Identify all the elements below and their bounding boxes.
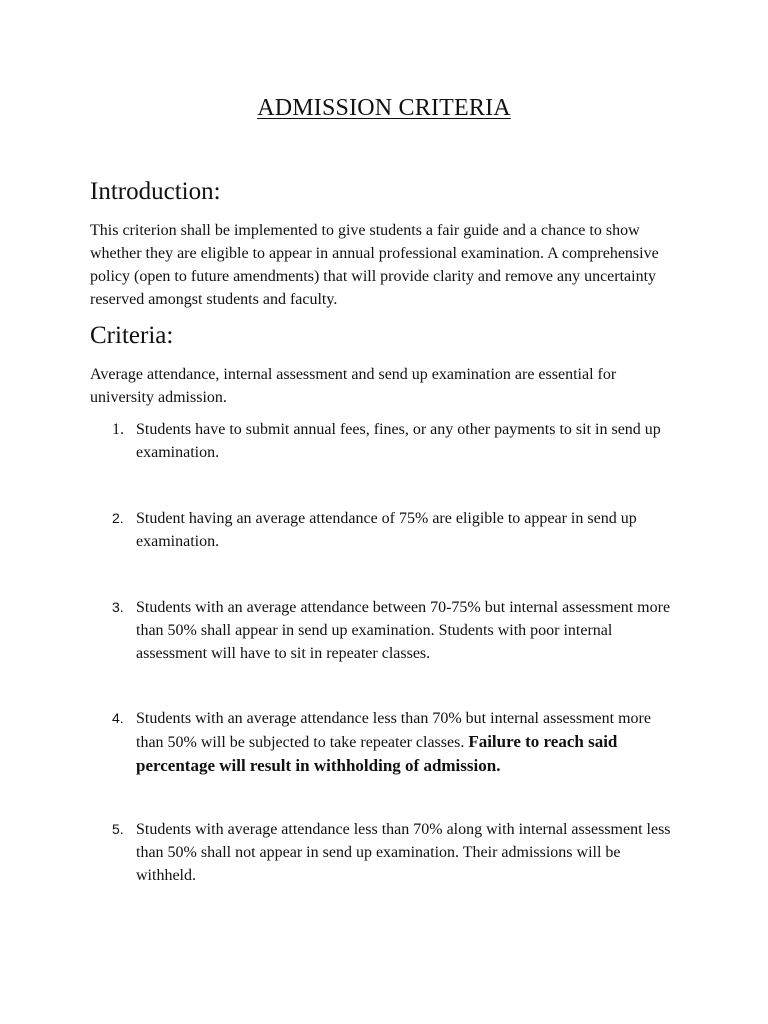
document-title: ADMISSION CRITERIA: [257, 95, 511, 121]
list-item-text: Students with an average attendance between 70-75% but internal assessment more than 50% shall appear in send up examination. Students with poor internal assessment will have to sit in repeater classes.: [136, 599, 671, 662]
introduction-heading: Introduction:: [90, 178, 221, 205]
list-item-text: Student having an average attendance of 75% are eligible to appear in send up examination.: [136, 510, 637, 550]
criteria-list-item: [90, 707, 680, 778]
list-item-number: 5.: [112, 821, 124, 837]
criteria-paragraph: Average attendance, internal assessment and send up examination are essential for university admission.: [90, 366, 617, 406]
criteria-list-item: [90, 418, 680, 464]
list-item-text: Students have to submit annual fees, fines, or any other payments to sit in send up examination.: [136, 421, 661, 461]
list-item-number: 3.: [112, 599, 124, 615]
list-item-number: 4.: [112, 710, 124, 726]
list-item-text: Students with an average attendance less than 70% but internal assessment more than 50% will be subjected to take repeater classes.: [136, 710, 651, 751]
list-item-emphasis: Failure to reach said percentage will result in withholding of admission.: [136, 732, 618, 775]
introduction-paragraph: This criterion shall be implemented to give students a fair guide and a chance to show whether they are eligible to appear in annual professional examination. A comprehensive policy (open to future amendments) that will provide clarity and remove any uncertainty reserved amongst students and faculty.: [90, 222, 659, 308]
criteria-list-item: [90, 596, 680, 665]
criteria-list-item: [90, 507, 680, 553]
list-item-number: 2.: [112, 510, 124, 526]
list-item-text-block: [136, 707, 676, 778]
list-item-number: 1.: [112, 421, 124, 438]
list-item-text: Students with average attendance less than 70% along with internal assessment less than 50% shall not appear in send up examination. Their admissions will be withheld.: [136, 821, 671, 884]
criteria-heading: Criteria:: [90, 322, 174, 349]
criteria-list-item: [90, 818, 680, 887]
